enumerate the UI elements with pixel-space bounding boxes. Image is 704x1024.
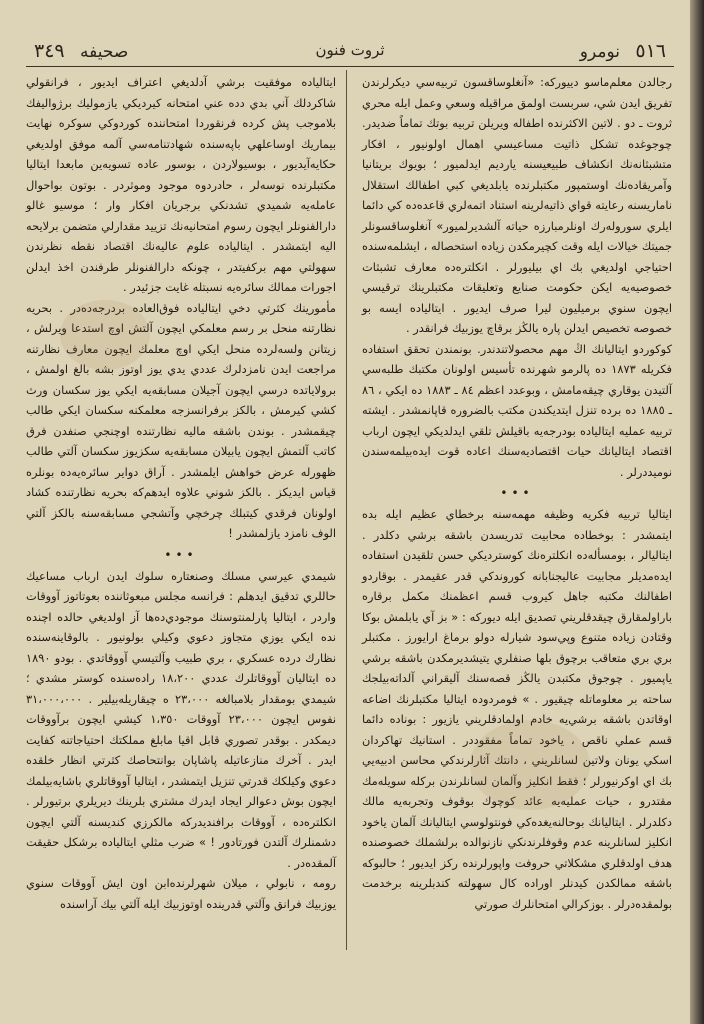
paper-stain	[60, 300, 150, 370]
header-rule	[26, 66, 674, 67]
right-paragraph-1: رجالدن معلم‌ماسو دييوركه: «آنغلوساقسون تربيه‌سي ديكرلرندن تفريق ايدن شي، سربست اولمق مراقيله وسعي وعمل ايله محري ثروت ـ دو . لاتين الاكثرنده اطفاله ويريلن تربيه بوتك تماماً ضديدر. چوجوغده تشكل ذاتيت مساعيسي اهمال اولونيور ، افكار متشبثانه‌نك انكشاف طبيعيسنه يارديم ايدلميور ؛ بويوك بريتانيا وآمريقاده‌نك اوستمپور مكتبلرنده يابلديغي كبي اطفالك استقلال ناماريسنه رعايته قواي ذاتيه‌لرينه استناد اتمه‌لري قاعده‌ده كي دائما ايلري سوروله‌رك اونلرمبارزه حياته آلشديرلميور» آنغلوساقسونلر جميتك خيالات ايله وقت كچيرمكدن زياده استحصاله ، ايشلمه‌سنده احتياجي اولديغي بك اي بيليورلر . انكلتره‌ده معارف تشبثات خصوصيه‌يه ايكن حكومت صنايع وتعليقات مكتبلرينك ترقيسي ايچون سنوي برميليون ليرا صرف ايديور . ايتاليا‌ده ايسه بو خصوصه تخصيص ايدلن پاره يالڭز برقاچ يوزبيك فرانقدر .	[362, 75, 672, 335]
right-page-number: ٥١٦	[635, 40, 666, 62]
left-paragraph-4: رومه ، نابولي ، ميلان شهرلرنده‌ابن اون ايش آووقات سنوي يوزبيك فرانق وآلتي قدرينده اوتوزبيك ايله آلتي بيك آراسنده	[26, 876, 336, 911]
left-page-number: ٣٤٩	[34, 40, 65, 62]
section-separator: •••	[164, 547, 198, 562]
page-header	[26, 38, 674, 66]
left-paragraph-2: مأمورينك كثرتي دخي ايتاليا‌ده فوق‌العاده بردرجه‌ده‌در . بحريه نظارتنه منحل بر رسم معلمكي ايچون آلتش اوچ استدعا ويرلش ، زيتانن ولسه‌لرده منحل ايكي اوچ معلمك ايچون معارف نظارتنه مراجعت ايدن نامزدلرك عددي يدي يوز اوتوز بشه بالغ اولمش ، برولاياتده درسي ايچون آجيلان مسابقه‌يه ايكي يوز سكسان ورث كشي كيرمش ، بالكز برفرانسزجه معلمكنه سكسان ايكي طالب چيقمشدر . بوندن باشقه ماليه نظارتنده اوچنجي صنفدن فرق كاتب آلتمش ايچون يابيلان مسابقه‌يه سكزيوز سكسان آلتي طالب ظهورله عرض خواهش ايلمشدر . آراق دواير سائره‌يه‌ده بونلره قياس ايديكز . بالكز شوني علاوه ايدهم‌كه بحريه نظارتنده كشاد اولونان فرقدي كيتبلك چرخچي وآتشجي مسابقه‌سنه بالكز آلتي الوف نامزد يازلمشدر !	[26, 300, 336, 540]
left-column	[26, 72, 336, 914]
left-paragraph-3: شيمدي عيرسي مسلك وصنعتاره سلوك ايدن ارباب مساعيك حاللري تدقيق ايدهلم : فرانسه مجلس مبعوثاننده بعوتاتوز آووقات واردر ، ايتاليا پارلمنتوسنك موجودي‌ده‌ها آز اولديغي حالده اچنده نده ايكي يوزي متجاوز دعوي وكيلي بولونيور . بالوقاينه‌سنده نظارك درده عسكري ، بري طبيب وآلتيسي آووقاتدي . بودو ١٨٩٠ ده ايتاليان آووقاتلرك عددي ١٨،٢٠٠ راده‌سنده كوستر مشدي ؛ شيمدي بومقدار بلامبالغه ٢٣،٠٠٠ ه چيقاريله‌بيلير . ٣١،٠٠٠،٠٠٠ نفوس ايچون ٢٣،٠٠٠ آووقات ١،٣٥٠ كيشي ايچون برآووقات ديمكدر . بوقدر تصوري قابل اقيا مابلغ مملكتك احتياجاتنه كفايت ايدر . آخرك منازعاتيله پاشاپان بوانتحاصك كثرتي انظار خلقده دعوي وكيلكك قدرتي تنزيل ايتمشدر ، ايتاليا آووقاتلري باشايه‌بيلمك ايچون بوش دعوالر ايجاد ايدرك مشتري بلرينك ديريلري برتيورلر . انكلتره‌ده ، آووقات برافنديدركه مالكرزي كنديسنه آلتي ايچون دشمنلرك آلتدن فورتادور ! » ضرب مثلي ايتالياده برشكل حقيقت آلمقده‌در .	[26, 568, 337, 870]
right-paragraph-2: كوكوردو ايتاليانك اڭ مهم محصولاتندندر. بونمندن تحقق استفاده فكريله ١٨٧٣ ده پالرمو شهرنده تأسيس اولونان مكتبك طلبه‌سي آلتيدن يوقاري چيقه‌مامش ، وبوعدد اعظم ٨٤ ـ ١٨٨٣ ده ايكي ، ٨٦ ـ ١٨٨٥ ده برده تنزل ايتديكندن مكتب بالضروره قاپانمشدر . ايشته تربيه عمليه ايتالياده بودرجه‌يه باقيلش تلقي ايدلديكي ايچون ارباب اقتصاد ايتاليانك حيات اقتصاديه‌سنك اعاده قوت ايده‌بيلمه‌سندن نوميددرلر .	[362, 341, 673, 479]
left-paragraph-1: ايتالياده موفقيت برشي آدلديغي اعتراف ايديور ، فرانقولي شاكردلك آني بدي دده عني امتحانه كيرديكي يازموليك برژواليفك بلاموجب پش كرده فرنقوردا امتحاننده كوردوكي سوكره نهايت بيماريك اوساعلهي باپه‌سنده شهادتنامه‌سي آلمه موفق اولديغي حكايه‌آيديور ، بوسيولاردن ، بوسور عاده تسويه‌ين مابعدا ايتاليا مكتبلرنده نوسه‌لر ، حادردوه موجود وموثردر . بوتون بواحوال عامله‌يه شميدي تشدنكي برجريان افكار وار ؛ موسيو غالو دارالفنونلر ايچون رسوم امتحانيه‌نك تزييد مقدارلي متضمن برلايحه اليه ايتمشدر . ايتالياده علوم عاليه‌نك اقتصاد نقطه‌ نظرندن سهولتي مهم بركفيتدر ، چونكه دارالفنونلر طرفندن اخذ ايدلن اجورات ممالك سائره‌يه نسبتله غايت جزئيدر .	[26, 75, 336, 294]
column-divider	[346, 70, 347, 950]
journal-title: ثروت فنون	[315, 41, 385, 59]
page-edge	[690, 0, 704, 1024]
left-page-label: صحيفه	[80, 42, 129, 62]
header-left	[34, 40, 128, 62]
right-issue-label: نومرو	[579, 42, 620, 62]
paper-stain	[470, 720, 590, 810]
right-paragraph-3: ايتاليا تربيه فكريه وظيفه مهمه‌سنه برخطاي عظيم ايله بده ايتمشدر : بوخطاده محابيت تدريسدن باشقه برشي دكلدر . ايتاليالر ، بومسأله‌ده انكلتره‌نك كوستردیكي حسن تلقيدن استفاده ايده‌مديلر مجابيت عاليجنابانه كوروندكي قدر عقيمدر . بوقاردو اطفالنك مكتبه جاهل كيروب قسم اعظمنك مكمل برقاره باراولمقارق چيقدقلريني تصديق ايله ديوركه : « بز آي يابلمش بوكا وقتادن زياده متنوع وپي‌سود شيارله دولو برماغ ارايورز . مكتبلر بري بري متعاقب برچوق بلها صنفلري يتيشديرمكدن باشقه برشي ياپميور . چوجوق مكتبدن يالڭز قصه‌سنك آليقراني آلداته‌بيلجك ساحته بر معلوماتله چيقيور . » فومردوده ايتاليا مكتبلرنك اضاعه اوقاتدن باشقه برشي‌يه خادم اولمادقلريني يازيور : بوناده دائما قسم عملي ناقص ، ياخود تماماً مفقوددر . استانيك تهاكردان اسكي يونان ولاتين لسانلريني ، دانتك آثارلرندكي محاسن ادبيه‌يي بك اي اوكرنيورلر ؛ فقط انكليز وآلمان لسانلرندن بركله سويله‌مك مقتدرو ، حيات عمليه‌يه عائد كوچوك بوقوف وتجربه‌يه مالك دكلدرلر . ايتاليانك بوحالنه‌يغده‌كي فونتولوسي ايتاليانك آلمان ياخود انكليز لسانلرينه عدم وقوفلرندنكي نازنوالده برلشملك خصوصنده هدف اولدقلري مشكلاتي حروفت واپورلرنده ركز ايديور ؛ حالبوكه باشقه ممالكدن كيدنلر اوراده كال سهولته كندبلرينه برخدمت بولمقده‌درلر . بوزكرالي امتحانلرك صورتي	[362, 507, 672, 911]
section-separator: •••	[500, 486, 534, 500]
